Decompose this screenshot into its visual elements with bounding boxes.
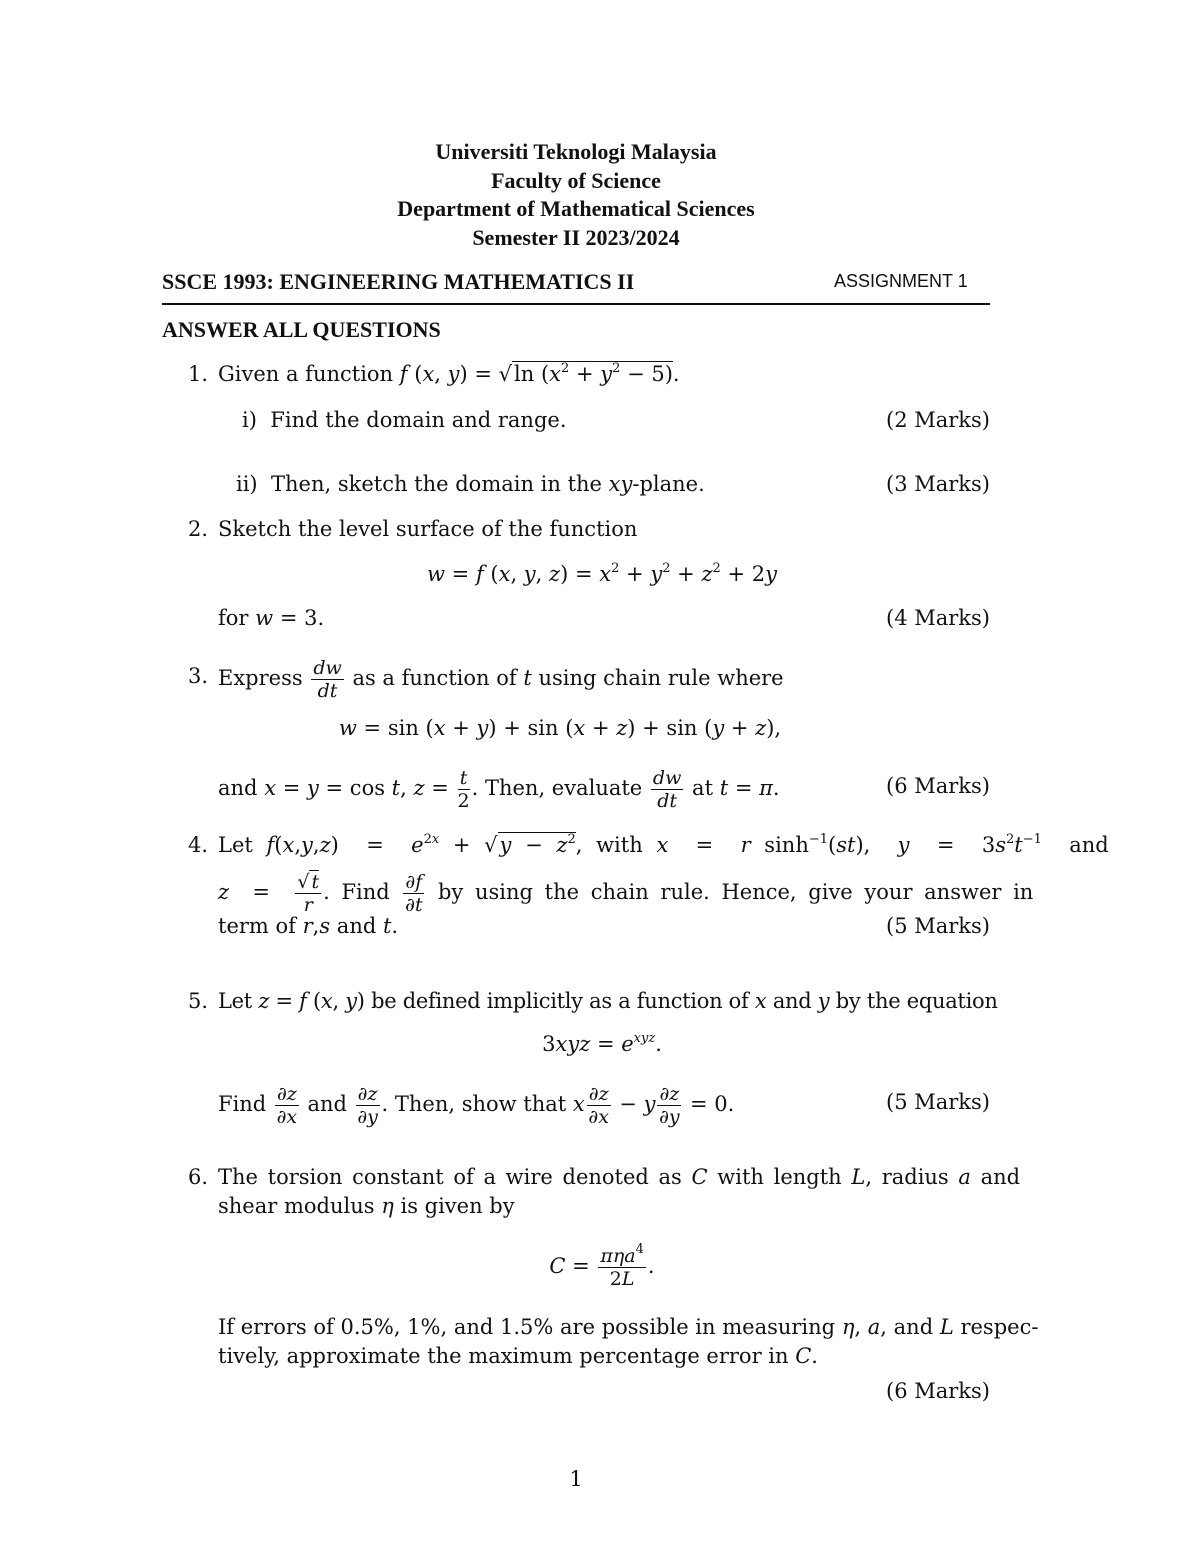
question-2-equation: w = f (x, y, $z) = x^2 + y^2 + z^2 + 2y$	[427, 561, 777, 586]
question-number: 2.	[187, 517, 208, 541]
question-3-condition: and x = y = cos t, z = $\frac{t}{2}$ . Then, evaluate $\frac{dw}{dt}$ at t = π.	[218, 767, 780, 812]
question-number: 4.	[187, 833, 208, 857]
question-6-line-1: The torsion constant of a wire denoted as C with length L, radius a and	[218, 1165, 1021, 1189]
marks-label: (5 Marks)	[886, 914, 990, 938]
marks-label: (6 Marks)	[886, 1379, 990, 1403]
question-4-line-3: term of r,s and t.	[218, 914, 399, 938]
question-5-equation: $3xyz = e^{xyz}$.	[542, 1031, 662, 1056]
question-number: 6.	[187, 1165, 208, 1189]
question-3-stem: Express $\frac{dw}{dt}$ as a function of t using chain rule where	[218, 657, 784, 702]
question-number: 3.	[187, 664, 208, 688]
faculty-name: Faculty of Science	[491, 167, 661, 193]
question-number: 1.	[187, 362, 208, 386]
question-2-condition: for w = 3.	[218, 606, 325, 630]
question-number: 5.	[187, 989, 208, 1013]
question-1-part-ii: ii) Then, sketch the domain in the xy-plane.	[236, 472, 705, 496]
question-6-equation: C = $\frac{\pi\eta a^4}{2L}$ .	[549, 1242, 655, 1290]
question-5-task: Find $\frac{\partial z}{\partial x}$ and $\frac{\partial z}{\partial y}$ . Then, show that x $\frac{\partial z}{\partial x}$ − y $\frac{\partial z}{\partial y}$ = 0.	[218, 1083, 735, 1128]
question-6-line-4: tively, approximate the maximum percentage error in C.	[218, 1344, 818, 1368]
instruction-heading: ANSWER ALL QUESTIONS	[162, 317, 441, 342]
department-name: Department of Mathematical Sciences	[397, 196, 755, 221]
question-3-equation: w = sin (x + y) + sin (x + z) + sin (y + z),	[338, 716, 782, 740]
marks-label: (6 Marks)	[886, 774, 990, 798]
question-4-line-2: z = $\frac{√ t}{r}$ . Find $\frac{\partial f}{\partial t}$ by using the chain rule. Hence, give your answer in	[218, 871, 1034, 916]
marks-label: (2 Marks)	[886, 408, 990, 432]
marks-label: (5 Marks)	[886, 1090, 990, 1114]
question-1-part-i: i) Find the domain and range.	[242, 408, 567, 432]
page-number: 1	[569, 1467, 583, 1491]
university-name: Universiti Teknologi Malaysia	[435, 139, 717, 164]
assignment-label: ASSIGNMENT 1	[834, 271, 968, 291]
document-header	[0, 138, 1152, 252]
question-5-stem: Let z = f (x, y) be defined implicitly as a function of x and y by the equation	[218, 989, 998, 1013]
course-title: SSCE 1993: ENGINEERING MATHEMATICS II	[162, 269, 635, 294]
question-4-line-1: Let $f(x,y,z) = e^{2x} + √y - z^2$, with x = r $\sinh^{-1}(st)$, $y = 3s^2t^{-1}$ and	[218, 832, 1109, 857]
question-2-stem: Sketch the level surface of the function	[218, 517, 638, 541]
marks-label: (3 Marks)	[886, 472, 990, 496]
marks-label: (4 Marks)	[886, 606, 990, 630]
semester-label: Semester II 2023/2024	[472, 224, 680, 250]
question-1-stem: Given a function f (x, y) = √ln $(x^2 + y^2 - 5)$.	[218, 361, 680, 386]
question-6-line-2: shear modulus η is given by	[218, 1194, 515, 1218]
header-rule	[162, 303, 990, 305]
question-6-line-3: If errors of 0.5%, 1%, and 1.5% are possible in measuring η, a, and L respec-	[218, 1315, 1039, 1339]
